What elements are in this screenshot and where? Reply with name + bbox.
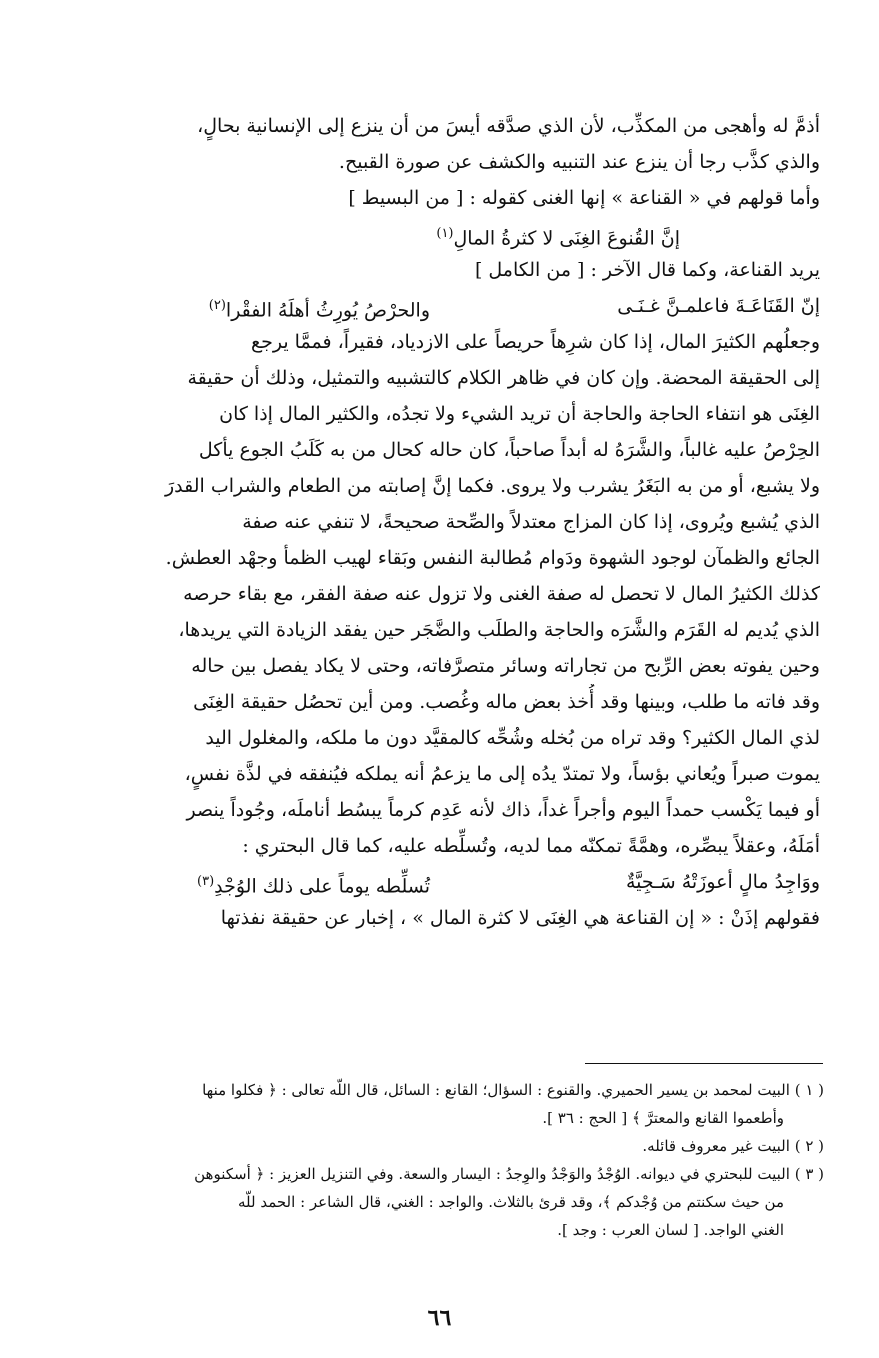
footnote-line bbox=[86, 1076, 824, 1104]
text-line: الجائع والظمآن لوجود الشهوة ودَوام مُطالبة النفس وبَقاء لهيب الظمأ وجهْد العطش. bbox=[165, 547, 820, 569]
footnote-text: البيت غير معروف قائله. bbox=[642, 1137, 790, 1155]
footnote-ref: (٣) bbox=[197, 874, 215, 889]
footnote-line bbox=[86, 1132, 824, 1160]
text-line: أو فيما يَكْسب حمداً اليوم وأجراً غداً، ذاك لأنه عَدِم كرماً يبسُط أناملَه، وجُوداً ينصر bbox=[186, 799, 820, 821]
footnote-ref: (٢) bbox=[208, 298, 226, 313]
footnote-text: البيت للبحتري في ديوانه. الوُجْدُ والوَجْدُ والوِجدُ : اليسار والسعة. وفي التنزيل العزيز : ﴿ أسكنوهن bbox=[194, 1165, 790, 1183]
footnote-line: الغني الواجد. [ لسان العرب : وجد ]. bbox=[557, 1221, 784, 1239]
verse-hemistich-second bbox=[197, 864, 430, 900]
text-line: أمَلَهُ، وعقلاً يبصِّره، وهمَّةً تمكنّه مما لديه، وتُسلِّطه عليه، كما قال البحتري : bbox=[242, 835, 820, 857]
text-line: أذمَّ له وأهجى من المكذِّب، لأن الذي صدَّقه أيسَ من أن ينزع إلى الإنسانية بحالٍ، bbox=[197, 115, 820, 137]
verse-hemistich-first: ووَاجِدُ مالٍ أعوزَتْهُ سَـجِيَّةٌ bbox=[626, 871, 820, 893]
footnote-number: ( ٣ ) bbox=[794, 1165, 824, 1183]
text-line: فقولهم إذَنْ : « إن القناعة هي الغِنَى لا كثرة المال » ، إخبار عن حقيقة نفذتها bbox=[220, 907, 820, 929]
verse-text: إنَّ القُنوعَ الغِنَى لا كثرةُ المالِ bbox=[453, 227, 680, 250]
text-line: والذي كذَّب رجا أن ينزع عند التنبيه والكشف عن صورة القبيح. bbox=[338, 151, 820, 173]
footnote-divider bbox=[585, 1063, 823, 1064]
page-number: ٦٦ bbox=[427, 1305, 452, 1331]
verse-couplet bbox=[90, 864, 820, 900]
main-text bbox=[90, 108, 820, 936]
footnote-number: ( ١ ) bbox=[794, 1081, 824, 1099]
text-line: الذي يُشبع ويُروى، إذا كان المزاج معتدلاً والصِّحة صحيحةً، لا تنفي عنه صفة bbox=[242, 511, 820, 533]
text-line: الحِرْصُ عليه غالباً، والشَّرَهُ له أبداً صاحباً، كان حاله كحال من به كَلَبُ الجوع يأكل bbox=[198, 439, 820, 461]
footnote-number: ( ٢ ) bbox=[794, 1137, 824, 1155]
text-line: ولا يشبع، أو من به البَغَرُ يشرب ولا يروى. فكما إنَّ إصابته من الطعام والشراب القدرَ bbox=[165, 475, 820, 497]
text-line: وقد فاته ما طلب، وبينها وقد أُخذ بعض ماله وغُصب. ومن أين تحصُل حقيقة الغِنَى bbox=[193, 691, 820, 713]
text-line: يريد القناعة، وكما قال الآخر : [ من الكامل ] bbox=[474, 259, 820, 281]
text-line: وحين يفوته بعض الرِّبح من تجاراته وسائر متصرَّفاته، وحتى لا يكاد يفصل بين حاله bbox=[191, 655, 820, 677]
verse-hemistich-first: إنّ القَنَاعَـةَ فاعلمـنَّ غـنَـى bbox=[617, 295, 820, 317]
footnote-ref: (١) bbox=[436, 226, 454, 241]
text-line: كذلك الكثيرُ المال لا تحصل له صفة الغنى ولا تزول عنه صفة الفقر، مع بقاء حرصه bbox=[183, 583, 820, 605]
text-line: وأما قولهم في « القناعة » إنها الغنى كقوله : [ من البسيط ] bbox=[348, 187, 820, 209]
footnote-line: وأطعموا القانع والمعترَّ ﴾ [ الحج : ٣٦ ]. bbox=[542, 1109, 784, 1127]
footnote-text: البيت لمحمد بن يسير الحميري. والقنوع : السؤال؛ القانع : السائل، قال اللّه تعالى : ﴿ فكلوا منها bbox=[202, 1081, 790, 1099]
text-line: لذي المال الكثير؟ وقد تراه من بُخله وشُحِّه كالمقيَّد دون ما ملكه، والمغلول اليد bbox=[205, 727, 820, 749]
verse-line bbox=[90, 216, 820, 252]
footnote-line: من حيث سكنتم من وُجْدكم ﴾، وقد قرئ بالثلاث. والواجد : الغني، قال الشاعر : الحمد للّه bbox=[237, 1193, 784, 1211]
text-line: إلى الحقيقة المحضة. وإن كان في ظاهر الكلام كالتشبيه والتمثيل، وذلك أن حقيقة bbox=[187, 367, 820, 389]
text-line: الغِنَى هو انتفاء الحاجة والحاجة أن تريد الشيء ولا تجدُه، والكثير المال إذا كان bbox=[219, 403, 820, 425]
verse-couplet bbox=[90, 288, 820, 324]
footnotes bbox=[86, 1076, 824, 1244]
footnote-line bbox=[86, 1160, 824, 1188]
verse-hemistich-second bbox=[209, 288, 430, 324]
text-line: وجعلُهم الكثيرَ المال، إذا كان شرِهاً حريصاً على الازدياد، فقيراً، فممَّا يرجع bbox=[251, 331, 820, 353]
text-line: يموت صبراً ويُعاني بؤساً، ولا تمتدّ يدُه إلى ما يزعمُ أنه يملكه فيُنفقه في لذَّة نفسٍ، bbox=[184, 763, 820, 785]
text-line: الذي يُديم له القَرَم والشَّرَه والحاجة والطلَب والضَّجَر حين يفقد الزيادة التي يريدها، bbox=[178, 619, 820, 641]
verse-hemistich-text: والحرْصُ يُورِثُ أهلَهُ الفقْرا bbox=[225, 299, 430, 322]
verse-hemistich-text: تُسلِّطه يوماً على ذلك الوُجْدِ bbox=[214, 875, 430, 898]
